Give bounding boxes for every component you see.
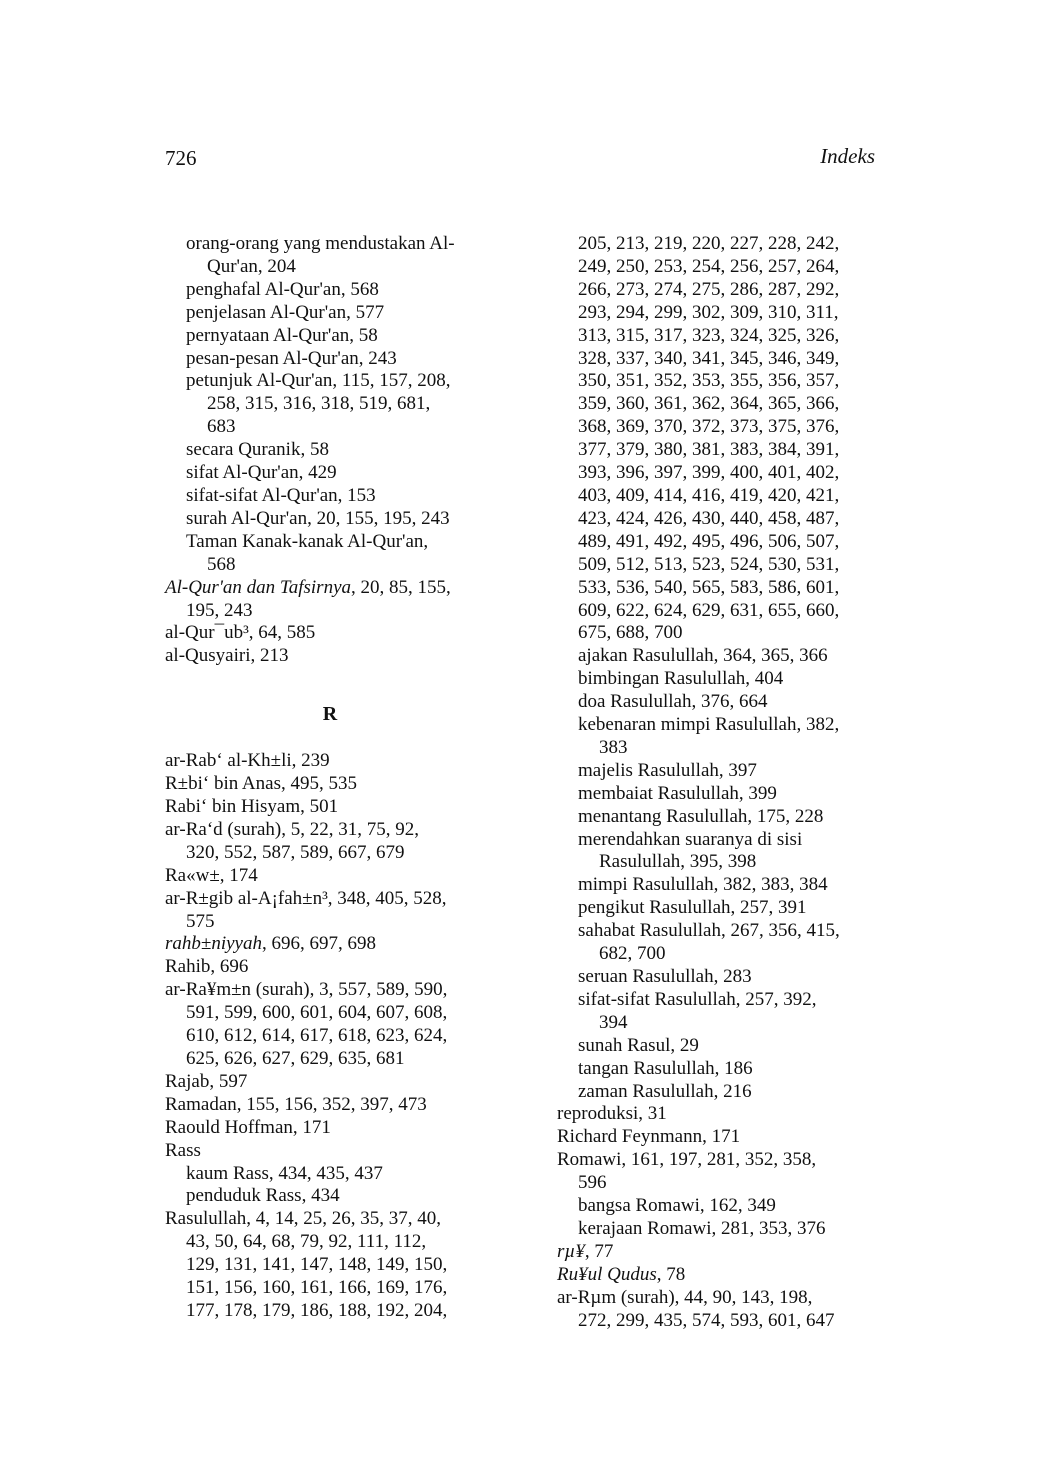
index-entry: 293, 294, 299, 302, 309, 310, 311, <box>578 301 839 323</box>
index-entry: 568 <box>207 553 236 575</box>
index-entry: 350, 351, 352, 353, 355, 356, 357, <box>578 370 840 392</box>
index-entry <box>165 933 495 956</box>
index-block-rasulullah-continued <box>557 233 887 1333</box>
index-entry: 682, 700 <box>599 943 666 965</box>
index-entry: sunah Rasul, 29 <box>578 1034 699 1056</box>
index-entry <box>557 1241 887 1264</box>
index-entry: seruan Rasulullah, 283 <box>578 966 752 987</box>
page-number: 726 <box>165 146 197 170</box>
entry-italic-term: l-Qur'an dan Tafsirnya <box>176 576 351 598</box>
index-entry: 509, 512, 513, 523, 524, 530, 531, <box>578 553 840 575</box>
index-entry: ar-Rab‘ al-Kh±li, 239 <box>165 750 330 772</box>
index-entry: 575 <box>186 910 215 932</box>
index-entry: sahabat Rasulullah, 267, 356, 415, <box>578 920 840 942</box>
index-entry: penghafal Al-Qur'an, 568 <box>186 278 379 300</box>
index-entry: mimpi Rasulullah, 382, 383, 384 <box>578 874 828 896</box>
index-entry: al-Qur¯ub³, 64, 585 <box>165 622 316 644</box>
index-entry: ar-Ra¥m±n (surah), 3, 557, 589, 590, <box>165 979 448 1001</box>
index-entry: penduduk Rass, 434 <box>186 1185 340 1207</box>
index-entry: menantang Rasulullah, 175, 228 <box>578 805 824 827</box>
index-entry: 625, 626, 627, 629, 635, 681 <box>186 1048 405 1069</box>
index-entry: 403, 409, 414, 416, 419, 420, 421, <box>578 484 840 506</box>
index-entry: Ramadan, 155, 156, 352, 397, 473 <box>165 1093 427 1115</box>
index-entry: 129, 131, 141, 147, 148, 149, 150, <box>186 1254 448 1276</box>
index-entry: pengikut Rasulullah, 257, 391 <box>578 897 807 919</box>
entry-prefix: A <box>165 576 177 598</box>
index-entry: orang-orang yang mendustakan Al- <box>186 233 455 254</box>
index-entry <box>165 577 495 600</box>
index-entry: petunjuk Al-Qur'an, 115, 157, 208, <box>186 370 451 392</box>
index-entry: 195, 243 <box>186 599 253 621</box>
index-entry: 394 <box>599 1011 628 1033</box>
index-entry: Rasulullah, 395, 398 <box>599 851 757 873</box>
index-entry: majelis Rasulullah, 397 <box>578 759 757 781</box>
index-entry: bangsa Romawi, 162, 349 <box>578 1195 776 1217</box>
index-entry: 266, 273, 274, 275, 286, 287, 292, <box>578 278 840 300</box>
entry-italic-term: rahb±niyyah <box>165 933 262 955</box>
index-entry: 596 <box>578 1172 607 1194</box>
index-entry: 205, 213, 219, 220, 227, 228, 242, <box>578 233 840 254</box>
index-entry: Raould Hoffman, 171 <box>165 1116 331 1138</box>
index-entry: Qur'an, 204 <box>207 255 296 277</box>
index-entry: al-Qusyairi, 213 <box>165 645 289 667</box>
index-entry: 43, 50, 64, 68, 79, 92, 111, 112, <box>186 1231 427 1253</box>
index-entry: 610, 612, 614, 617, 618, 623, 624, <box>186 1025 448 1047</box>
index-entry: 609, 622, 624, 629, 631, 655, 660, <box>578 599 840 621</box>
index-entry: 377, 379, 380, 381, 383, 384, 391, <box>578 439 840 461</box>
index-entry: kaum Rass, 434, 435, 437 <box>186 1162 383 1184</box>
index-entry: Taman Kanak-kanak Al-Qur'an, <box>186 530 429 552</box>
index-entry: reproduksi, 31 <box>557 1103 667 1125</box>
index-entry: 272, 299, 435, 574, 593, 601, 647 <box>578 1309 835 1331</box>
index-column-left <box>165 233 495 1323</box>
index-entry: kebenaran mimpi Rasulullah, 382, <box>578 714 840 736</box>
index-entry: sifat-sifat Rasulullah, 257, 392, <box>578 988 817 1010</box>
index-entry: 393, 396, 397, 399, 400, 401, 402, <box>578 462 840 484</box>
index-entry: 258, 315, 316, 318, 519, 681, <box>207 393 431 415</box>
index-entry: tangan Rasulullah, 186 <box>578 1057 753 1079</box>
index-entry: 313, 315, 317, 323, 324, 325, 326, <box>578 324 840 346</box>
index-entry: doa Rasulullah, 376, 664 <box>578 691 768 713</box>
entry-page-refs: , 696, 697, 698 <box>261 933 376 955</box>
index-entry: Rabi‘ bin Hisyam, 501 <box>165 796 339 818</box>
index-entry: secara Quranik, 58 <box>186 439 329 461</box>
index-entry: R±bi‘ bin Anas, 495, 535 <box>165 773 357 795</box>
index-entry: 368, 369, 370, 372, 373, 375, 376, <box>578 416 840 438</box>
index-column-right <box>557 233 887 1333</box>
index-entry: ar-R±gib al-A¡fah±n³, 348, 405, 528, <box>165 887 447 909</box>
index-entry: 328, 337, 340, 341, 345, 346, 349, <box>578 347 840 369</box>
index-entry: ajakan Rasulullah, 364, 365, 366 <box>578 645 828 667</box>
index-entry: 591, 599, 600, 601, 604, 607, 608, <box>186 1002 448 1024</box>
index-entry: ar-Ra‘d (surah), 5, 22, 31, 75, 92, <box>165 818 419 840</box>
index-entry: 151, 156, 160, 161, 166, 169, 176, <box>186 1277 448 1299</box>
entry-page-refs: , 78 <box>656 1263 686 1285</box>
index-entry: zaman Rasulullah, 216 <box>578 1080 752 1102</box>
index-entry: Rass <box>165 1139 201 1161</box>
index-entry: bimbingan Rasulullah, 404 <box>578 668 784 690</box>
index-entry: membaiat Rasulullah, 399 <box>578 782 777 804</box>
index-entry: Ra«w±, 174 <box>165 864 258 886</box>
index-entry: sifat-sifat Al-Qur'an, 153 <box>186 484 376 506</box>
index-entry: 249, 250, 253, 254, 256, 257, 264, <box>578 255 840 277</box>
index-entry: merendahkan suaranya di sisi <box>578 828 803 850</box>
index-entry: kerajaan Romawi, 281, 353, 376 <box>578 1217 826 1239</box>
index-entry: 383 <box>599 736 628 758</box>
index-entry: 320, 552, 587, 589, 667, 679 <box>186 841 405 863</box>
section-letter-heading: R <box>322 703 338 726</box>
index-entry: Romawi, 161, 197, 281, 352, 358, <box>557 1149 817 1171</box>
index-entry: 423, 424, 426, 430, 440, 458, 487, <box>578 507 840 529</box>
index-entry: Rajab, 597 <box>165 1070 248 1092</box>
index-entry: 359, 360, 361, 362, 364, 365, 366, <box>578 393 840 415</box>
running-head: Indeks <box>820 144 875 168</box>
index-entry: 683 <box>207 416 236 438</box>
index-entry: penjelasan Al-Qur'an, 577 <box>186 301 385 323</box>
index-block-al-quran <box>165 233 495 668</box>
index-entry: Rasulullah, 4, 14, 25, 26, 35, 37, 40, <box>165 1208 442 1230</box>
index-entry: ar-Rµm (surah), 44, 90, 143, 198, <box>557 1286 813 1308</box>
index-entry: pesan-pesan Al-Qur'an, 243 <box>186 347 397 369</box>
entry-page-refs: , 77 <box>584 1240 614 1262</box>
index-block-r <box>165 750 495 1323</box>
index-entry: 533, 536, 540, 565, 583, 586, 601, <box>578 576 840 598</box>
entry-italic-term: Ru¥ul Qudus <box>557 1263 657 1285</box>
index-entry: pernyataan Al-Qur'an, 58 <box>186 324 378 346</box>
index-entry: 675, 688, 700 <box>578 622 683 644</box>
entry-page-refs: , 20, 85, 155, <box>351 576 451 598</box>
index-entry: Rahib, 696 <box>165 956 249 978</box>
index-entry: 177, 178, 179, 186, 188, 192, 204, <box>186 1299 448 1321</box>
entry-italic-term: rµ¥ <box>557 1240 585 1262</box>
index-entry: sifat Al-Qur'an, 429 <box>186 462 337 484</box>
index-entry: Richard Feynmann, 171 <box>557 1126 741 1148</box>
index-entry: 489, 491, 492, 495, 496, 506, 507, <box>578 530 840 552</box>
index-entry <box>557 1264 887 1287</box>
index-entry: surah Al-Qur'an, 20, 155, 195, 243 <box>186 507 450 529</box>
